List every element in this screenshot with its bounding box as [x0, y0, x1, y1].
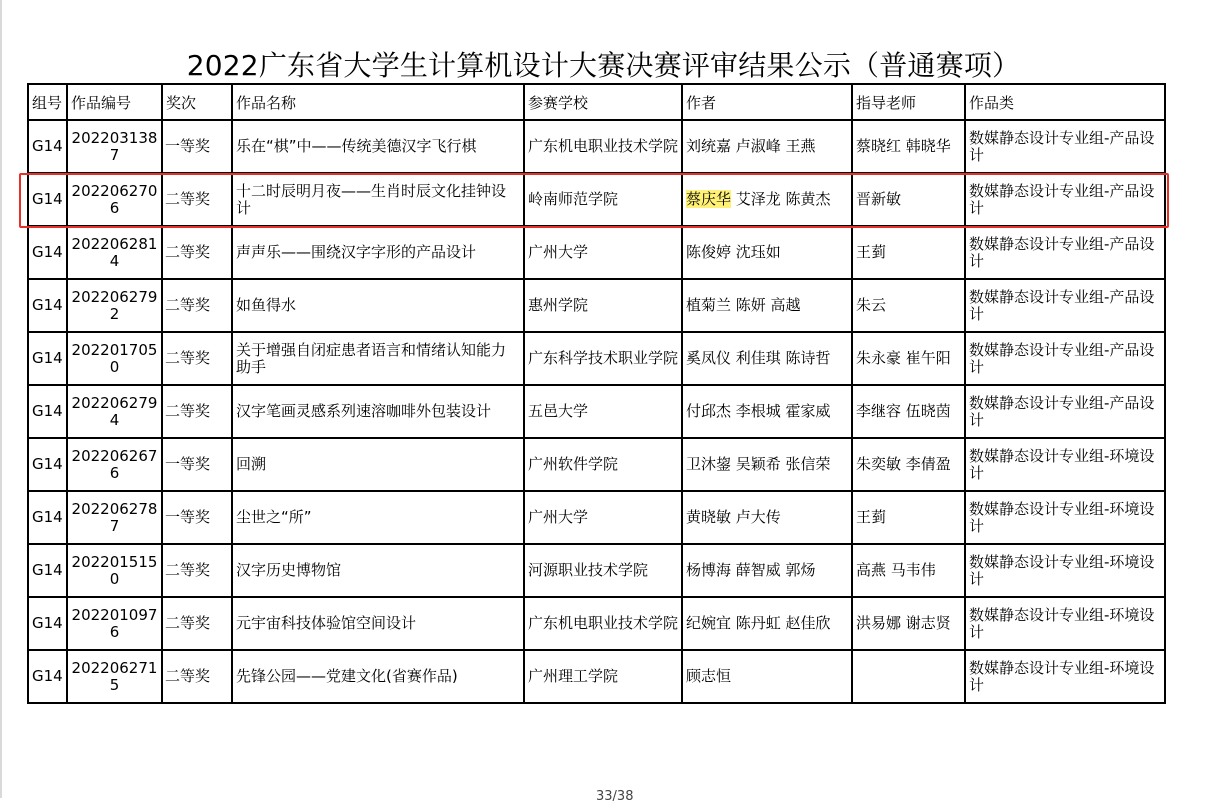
cell-authors: 杨博海 薛智威 郭炀: [682, 544, 852, 597]
cell-id: 2022017050: [67, 332, 162, 385]
cell-authors: 卫沐鋆 吴颖希 张信荣: [682, 438, 852, 491]
cell-school: 岭南师范学院: [524, 173, 682, 226]
header-award: 奖次: [162, 84, 232, 120]
cell-authors: 顾志恒: [682, 650, 852, 703]
table-row: [28, 226, 1165, 279]
cell-name: 十二时辰明月夜——生肖时辰文化挂钟设计: [232, 173, 524, 226]
table-row: [28, 650, 1165, 703]
header-name: 作品名称: [232, 84, 524, 120]
cell-group: G14: [28, 597, 67, 650]
cell-id: 2022062715: [67, 650, 162, 703]
cell-group: G14: [28, 332, 67, 385]
header-group: 组号: [28, 84, 67, 120]
page-number: 33/38: [596, 789, 634, 804]
cell-award: 二等奖: [162, 332, 232, 385]
cell-advisor: 朱永豪 崔午阳: [852, 332, 965, 385]
header-id: 作品编号: [67, 84, 162, 120]
cell-category: 数媒静态设计专业组-产品设计: [965, 279, 1165, 332]
cell-name: 关于增强自闭症患者语言和情绪认知能力助手: [232, 332, 524, 385]
table-row: [28, 491, 1165, 544]
table-row: [28, 385, 1165, 438]
cell-award: 二等奖: [162, 544, 232, 597]
cell-category: 数媒静态设计专业组-环境设计: [965, 438, 1165, 491]
cell-award: 二等奖: [162, 226, 232, 279]
cell-group: G14: [28, 438, 67, 491]
cell-category: 数媒静态设计专业组-产品设计: [965, 332, 1165, 385]
cell-category: 数媒静态设计专业组-产品设计: [965, 226, 1165, 279]
cell-authors: 刘统嘉 卢淑峰 王燕: [682, 120, 852, 173]
cell-group: G14: [28, 385, 67, 438]
cell-category: 数媒静态设计专业组-环境设计: [965, 491, 1165, 544]
cell-name: 回溯: [232, 438, 524, 491]
cell-school: 河源职业技术学院: [524, 544, 682, 597]
cell-award: 二等奖: [162, 279, 232, 332]
cell-group: G14: [28, 650, 67, 703]
cell-id: 2022031387: [67, 120, 162, 173]
cell-school: 广州理工学院: [524, 650, 682, 703]
cell-id: 2022010976: [67, 597, 162, 650]
cell-advisor: [852, 650, 965, 703]
cell-award: 一等奖: [162, 438, 232, 491]
cell-advisor: 晋新敏: [852, 173, 965, 226]
header-category: 作品类: [965, 84, 1165, 120]
highlighted-author[interactable]: 蔡庆华: [686, 190, 732, 208]
cell-advisor: 洪易娜 谢志贤: [852, 597, 965, 650]
cell-advisor: 朱奕敏 李倩盈: [852, 438, 965, 491]
other-authors: 艾泽龙 陈黄杰: [731, 190, 831, 208]
cell-name: 如鱼得水: [232, 279, 524, 332]
cell-school: 惠州学院: [524, 279, 682, 332]
table-row: [28, 120, 1165, 173]
cell-category: 数媒静态设计专业组-产品设计: [965, 385, 1165, 438]
cell-authors: 黄晓敏 卢大传: [682, 491, 852, 544]
cell-id: 2022062794: [67, 385, 162, 438]
cell-category: 数媒静态设计专业组-产品设计: [965, 173, 1165, 226]
cell-name: 声声乐——围绕汉字字形的产品设计: [232, 226, 524, 279]
cell-group: G14: [28, 544, 67, 597]
table-row-selected: [28, 173, 1165, 226]
cell-authors: 陈俊婷 沈珏如: [682, 226, 852, 279]
cell-award: 二等奖: [162, 173, 232, 226]
cell-advisor: 高燕 马韦伟: [852, 544, 965, 597]
cell-group: G14: [28, 226, 67, 279]
cell-school: 广州大学: [524, 491, 682, 544]
header-school: 参赛学校: [524, 84, 682, 120]
cell-award: 二等奖: [162, 650, 232, 703]
cell-name: 汉字笔画灵感系列速溶咖啡外包装设计: [232, 385, 524, 438]
cell-advisor: 蔡晓红 韩晓华: [852, 120, 965, 173]
table-header-row: [28, 84, 1165, 120]
table-row: [28, 332, 1165, 385]
results-table: [27, 83, 1166, 704]
table-row: [28, 544, 1165, 597]
cell-advisor: 朱云: [852, 279, 965, 332]
cell-advisor: 王菿: [852, 226, 965, 279]
cell-name: 汉字历史博物馆: [232, 544, 524, 597]
cell-authors: 植菊兰 陈妍 高越: [682, 279, 852, 332]
cell-authors: 奚凤仪 利佳琪 陈诗哲: [682, 332, 852, 385]
table-row: [28, 438, 1165, 491]
cell-school: 广东机电职业技术学院: [524, 597, 682, 650]
cell-group: G14: [28, 120, 67, 173]
cell-award: 二等奖: [162, 385, 232, 438]
cell-group: G14: [28, 173, 67, 226]
cell-award: 一等奖: [162, 120, 232, 173]
cell-name: 先锋公园——党建文化(省赛作品): [232, 650, 524, 703]
cell-category: 数媒静态设计专业组-环境设计: [965, 597, 1165, 650]
cell-award: 一等奖: [162, 491, 232, 544]
cell-advisor: 王菿: [852, 491, 965, 544]
cell-category: 数媒静态设计专业组-产品设计: [965, 120, 1165, 173]
table-row: [28, 279, 1165, 332]
cell-id: 2022062792: [67, 279, 162, 332]
cell-award: 二等奖: [162, 597, 232, 650]
cell-school: 广州软件学院: [524, 438, 682, 491]
cell-id: 2022062706: [67, 173, 162, 226]
cell-id: 2022062787: [67, 491, 162, 544]
cell-id: 2022062676: [67, 438, 162, 491]
table-row: [28, 597, 1165, 650]
cell-school: 广东科学技术职业学院: [524, 332, 682, 385]
cell-authors: 纪婉宜 陈丹虹 赵佳欣: [682, 597, 852, 650]
cell-school: 广州大学: [524, 226, 682, 279]
viewer-left-edge: [0, 0, 2, 798]
cell-id: 2022015150: [67, 544, 162, 597]
cell-authors: [682, 173, 852, 226]
cell-authors: 付邱杰 李根城 霍家威: [682, 385, 852, 438]
cell-advisor: 李继容 伍晓茵: [852, 385, 965, 438]
cell-name: 尘世之“所”: [232, 491, 524, 544]
header-authors: 作者: [682, 84, 852, 120]
cell-school: 广东机电职业技术学院: [524, 120, 682, 173]
cell-group: G14: [28, 491, 67, 544]
cell-name: 乐在“棋”中——传统美德汉字飞行棋: [232, 120, 524, 173]
cell-name: 元宇宙科技体验馆空间设计: [232, 597, 524, 650]
cell-category: 数媒静态设计专业组-环境设计: [965, 650, 1165, 703]
cell-group: G14: [28, 279, 67, 332]
document-title: 2022广东省大学生计算机设计大赛决赛评审结果公示（普通赛项）: [186, 49, 1021, 82]
cell-school: 五邑大学: [524, 385, 682, 438]
header-advisor: 指导老师: [852, 84, 965, 120]
cell-id: 2022062814: [67, 226, 162, 279]
cell-category: 数媒静态设计专业组-环境设计: [965, 544, 1165, 597]
